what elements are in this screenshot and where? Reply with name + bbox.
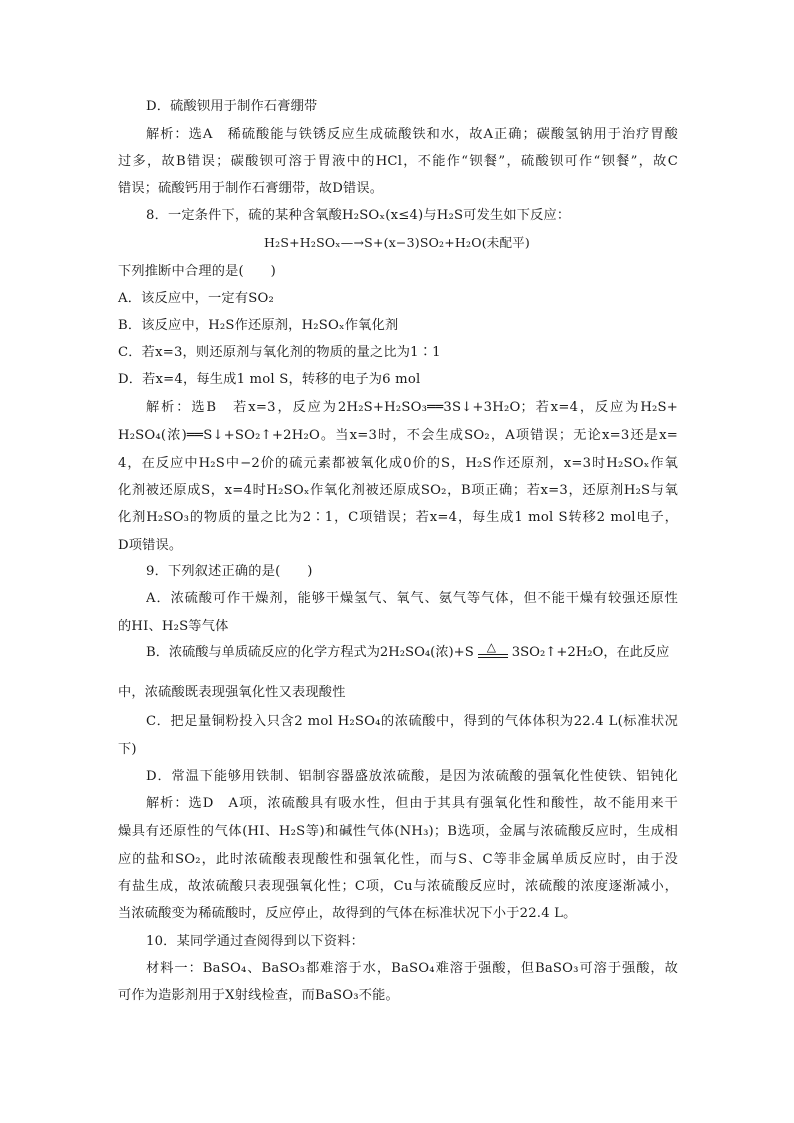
text-line: 化剂被还原成S，x=4时H₂SOₓ作氧化剂被还原成SO₂，B项正确；若x=3，还原剂H₂S与氧	[118, 483, 678, 498]
text-line: 解析：选A 稀硫酸能与铁锈反应生成硫酸铁和水，故A正确；碳酸氢钠用于治疗胃酸	[146, 127, 678, 142]
text-line: 下)	[118, 742, 137, 757]
text-line: D项错误。	[118, 538, 183, 553]
text-line: A．浓硫酸可作干燥剂，能够干燥氢气、氧气、氨气等气体，但不能干燥有较强还原性	[146, 591, 678, 606]
text-line: H₂SO₄(浓)══S↓+SO₂↑+2H₂O。当x=3时，不会生成SO₂，A项错误；无论x=3还是x=	[118, 428, 678, 443]
text-line: 可作为造影剂用于X射线检查，而BaSO₃不能。	[118, 988, 399, 1003]
text-line: C．把足量铜粉投入只含2 mol H₂SO₄的浓硫酸中，得到的气体体积为22.4 L(标准状况	[146, 714, 678, 729]
text-line: 材料一：BaSO₄、BaSO₃都难溶于水，BaSO₄难溶于强酸，但BaSO₃可溶于强酸，故	[146, 961, 678, 976]
text-line: 4，在反应中H₂S中−2价的硫元素都被氧化成0价的S，H₂S作还原剂，x=3时H₂SOₓ作氧	[118, 456, 678, 471]
q9b-text-after: 3SO₂↑+2H₂O，在此反应	[511, 645, 670, 660]
text-line: 中，浓硫酸既表现强氧化性又表现酸性	[118, 685, 346, 700]
text-line: A．该反应中，一定有SO₂	[118, 291, 274, 306]
text-line: B．该反应中，H₂S作还原剂，H₂SOₓ作氧化剂	[118, 318, 399, 333]
text-line: 8．一定条件下，硫的某种含氧酸H₂SOₓ(x≤4)与H₂S可发生如下反应：	[146, 208, 571, 223]
reaction-equation: H₂S+H₂SOₓ—→S+(x−3)SO₂+H₂O(未配平)	[264, 235, 530, 250]
text-line: 解析：选D A项，浓硫酸具有吸水性，但由于其具有强氧化性和酸性，故不能用来干	[146, 796, 678, 811]
text-line: 的HI、H₂S等气体	[118, 619, 229, 634]
text-line: 错误；硫酸钙用于制作石膏绷带，故D错误。	[118, 181, 384, 196]
text-line: 10．某同学通过查阅得到以下资料：	[146, 934, 364, 949]
text-line: D．硫酸钡用于制作石膏绷带	[146, 99, 318, 114]
text-line: 解析：选B 若x=3，反应为2H₂S+H₂SO₃══3S↓+3H₂O；若x=4，反应为H₂S+	[146, 400, 678, 415]
text-line: 化剂H₂SO₃的物质的量之比为2∶1，C项错误；若x=4，每生成1 mol S转移2 mol电子，	[118, 510, 678, 525]
text-line: 当浓硫酸变为稀硫酸时，反应停止，故得到的气体在标准状况下小于22.4 L。	[118, 906, 577, 921]
text-line: 过多，故B错误；碳酸钡可溶于胃液中的HCl，不能作“钡餐”，硫酸钡可作“钡餐”，故C	[118, 154, 678, 169]
text-line: 下列推断中合理的是( )	[118, 264, 276, 279]
text-line: D．常温下能够用铁制、铝制容器盛放浓硫酸，是因为浓硫酸的强氧化性使铁、铝钝化	[146, 769, 678, 784]
q9-option-b-line1	[146, 640, 670, 663]
text-line: 有盐生成，故浓硫酸只表现强氧化性；C项，Cu与浓硫酸反应时，浓硫酸的浓度逐渐减小，	[118, 879, 678, 894]
text-line: 应的盐和SO₂，此时浓硫酸表现酸性和强氧化性，而与S、C等非金属单质反应时，由于没	[118, 852, 678, 867]
text-line: D．若x=4，每生成1 mol S，转移的电子为6 mol	[118, 372, 421, 387]
heat-equals-sign	[476, 640, 510, 663]
text-line: 燥具有还原性的气体(HI、H₂S等)和碱性气体(NH₃)；B选项，金属与浓硫酸反应时，生成相	[118, 824, 678, 839]
heat-triangle-icon: △	[486, 640, 496, 654]
q9b-text-before: B．浓硫酸与单质硫反应的化学方程式为2H₂SO₄(浓)+S	[146, 645, 474, 660]
text-line: 9．下列叙述正确的是( )	[146, 564, 313, 579]
text-line: C．若x=3，则还原剂与氧化剂的物质的量之比为1∶1	[118, 345, 441, 360]
